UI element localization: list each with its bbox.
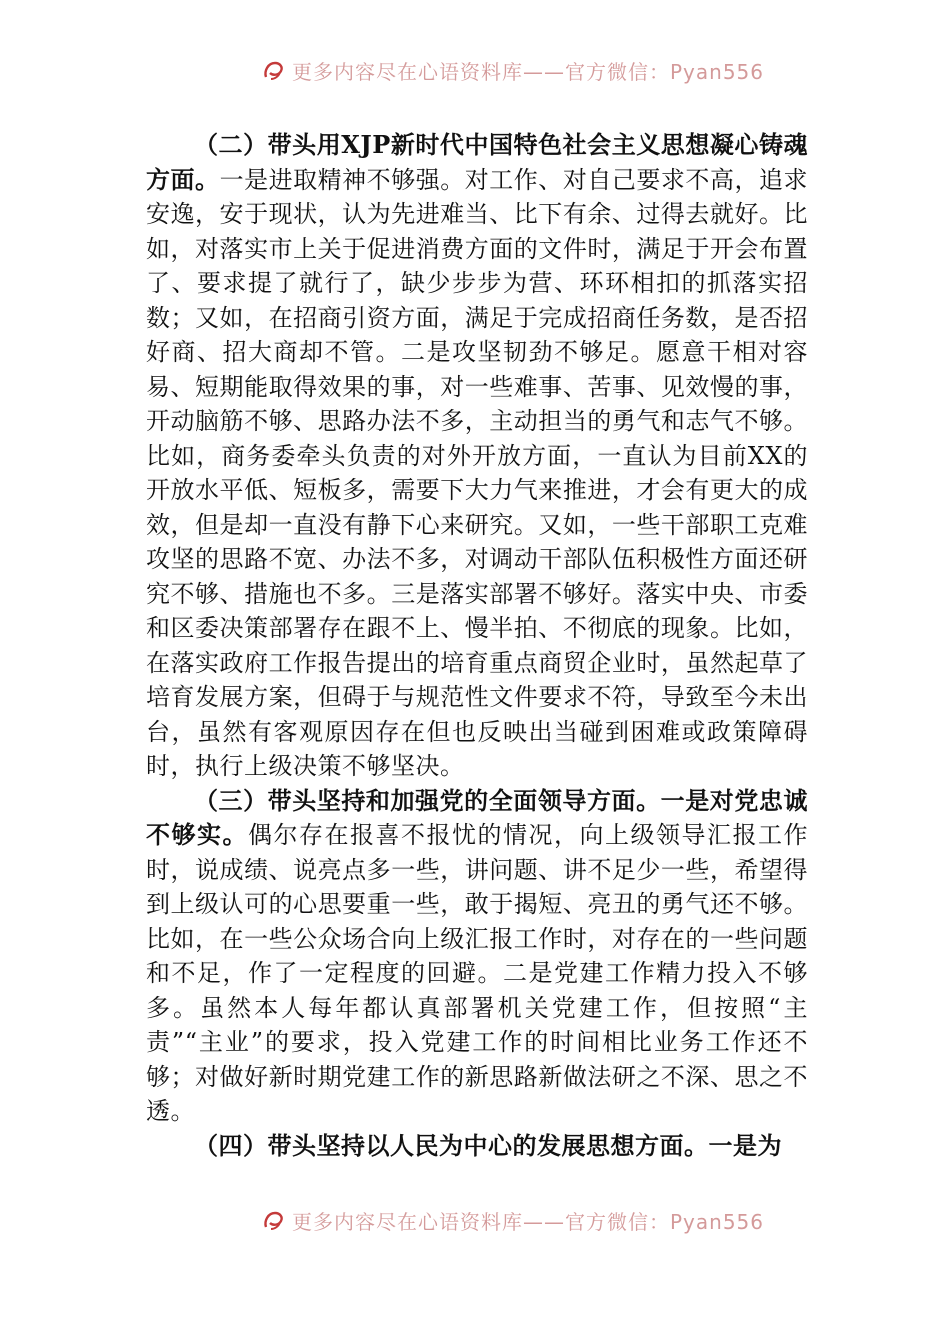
section-3-body: 偶尔存在报喜不报忧的情况，向上级领导汇报工作时，说成绩、说亮点多一些，讲问题、讲不足少一些，希望得到上级认可的心思要重一些，敢于揭短、亮丑的勇气还不够。比如，在一些公众场合向上级汇报工作时，对存在的一些问题和不足，作了一定程度的回避。二是党建工作精力投入不够多。虽然本人每年都认真部署机关党建工作，但按照“主责”“主业”的要求，投入党建工作的时间相比业务工作还不够；对做好新时期党建工作的新思路新做法研之不深、思之不透。: [146, 821, 808, 1125]
logo-icon: [262, 59, 286, 81]
section-4-heading: （四）带头坚持以人民为中心的发展思想方面。一是为: [194, 1130, 782, 1160]
section-3-paragraph: [146, 784, 808, 1129]
logo-icon: [262, 1209, 286, 1231]
watermark-header: [262, 56, 764, 84]
section-2-heading: （二）带头用XJP新时代中国特色社会主义思想凝心铸魂方面。: [146, 130, 808, 194]
watermark-footer: [262, 1206, 764, 1234]
section-4-paragraph: [146, 1129, 808, 1164]
watermark-text: 更多内容尽在心语资料库——官方微信：Pyan556: [292, 59, 765, 84]
watermark-text: 更多内容尽在心语资料库——官方微信：Pyan556: [292, 1209, 765, 1234]
section-3-heading: （三）带头坚持和加强党的全面领导方面。一是对党忠诚不够实。: [146, 785, 808, 849]
document-body: [146, 128, 808, 1163]
section-2-paragraph: [146, 128, 808, 784]
section-2-body: 一是进取精神不够强。对工作、对自己要求不高，追求安逸，安于现状，认为先进难当、比下有余、过得去就好。比如，对落实市上关于促进消费方面的文件时，满足于开会布置了、要求提了就行了，缺少步步为营、环环相扣的抓落实招数；又如，在招商引资方面，满足于完成招商任务数，是否招好商、招大商却不管。二是攻坚韧劲不够足。愿意干相对容易、短期能取得效果的事，对一些难事、苦事、见效慢的事，开动脑筋不够、思路办法不多，主动担当的勇气和志气不够。比如，商务委牵头负责的对外开放方面，一直认为目前XX的开放水平低、短板多，需要下大力气来推进，才会有更大的成效，但是却一直没有静下心来研究。又如，一些干部职工克难攻坚的思路不宽、办法不多，对调动干部队伍积极性方面还研究不够、措施也不多。三是落实部署不够好。落实中央、市委和区委决策部署存在跟不上、慢半拍、不彻底的现象。比如，在落实政府工作报告提出的培育重点商贸企业时，虽然起草了培育发展方案，但碍于与规范性文件要求不符，导致至今未出台，虽然有客观原因存在但也反映出当碰到困难或政策障碍时，执行上级决策不够坚决。: [146, 165, 809, 780]
